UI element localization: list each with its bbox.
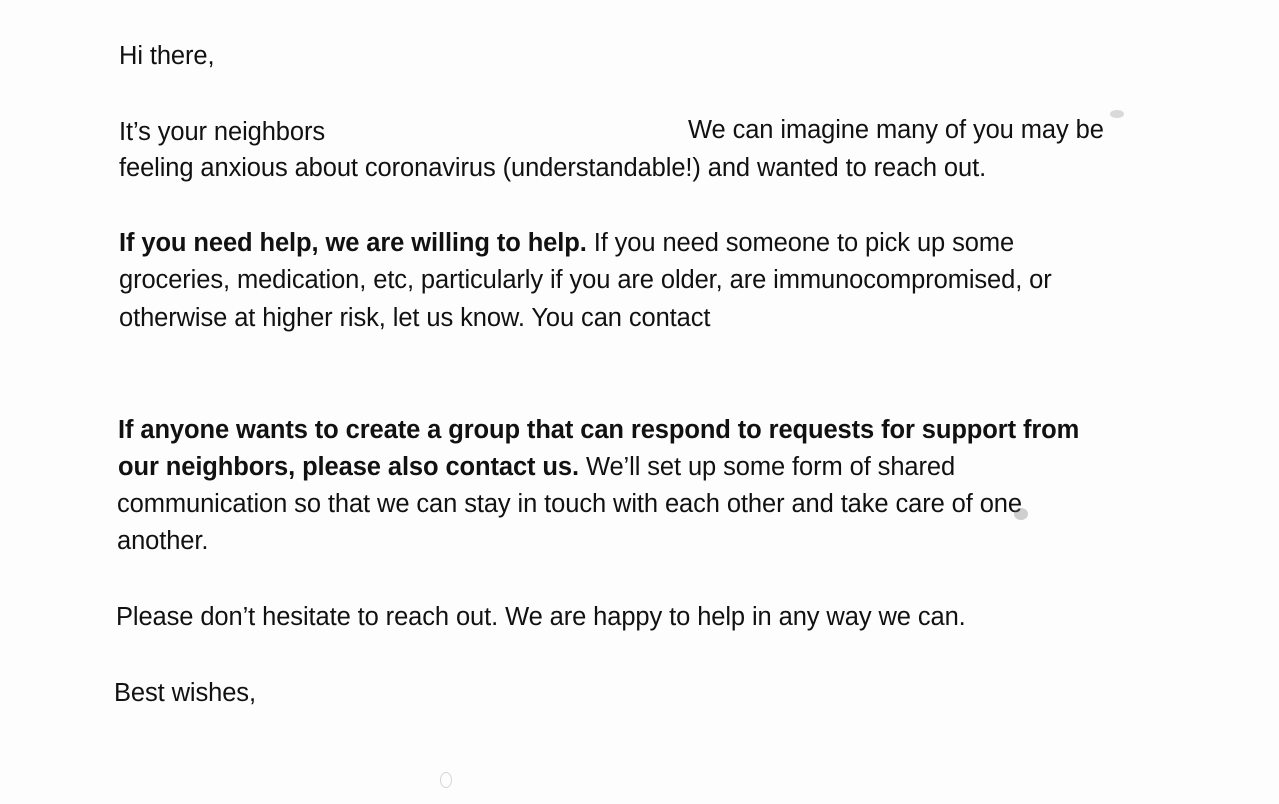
paragraph-1-line-1a: It’s your neighbors <box>119 118 325 146</box>
paragraph-1-line-2: feeling anxious about coronavirus (understandable!) and wanted to reach out. <box>119 154 987 182</box>
paragraph-2-line-2: groceries, medication, etc, particularly if you are older, are immunocompromised, or <box>119 266 1052 294</box>
paragraph-3-line-1: If anyone wants to create a group that can respond to requests for support from <box>118 416 1080 444</box>
paragraph-3-line-2 <box>118 452 955 482</box>
closing: Best wishes, <box>114 679 256 707</box>
paragraph-3-bold: our neighbors, please also contact us. <box>118 453 579 481</box>
paragraph-3-line-4: another. <box>117 527 209 555</box>
greeting: Hi there, <box>119 42 215 70</box>
paragraph-1-line-1b: We can imagine many of you may be <box>688 116 1104 144</box>
paragraph-3-line-2-rest: We’ll set up some form of shared <box>578 453 956 481</box>
scan-smudge <box>1110 110 1124 118</box>
paragraph-2-line-1-rest: If you need someone to pick up some <box>586 229 1015 257</box>
scan-mark <box>440 772 452 788</box>
scan-smudge <box>1014 508 1028 520</box>
paragraph-4: Please don’t hesitate to reach out. We are happy to help in any way we can. <box>116 603 966 631</box>
paragraph-2-line-1 <box>119 228 1014 258</box>
paragraph-2-bold: If you need help, we are willing to help. <box>119 229 587 257</box>
paragraph-2-line-3: otherwise at higher risk, let us know. You can contact <box>119 304 711 332</box>
paragraph-3-line-3: communication so that we can stay in touch with each other and take care of one <box>117 490 1022 518</box>
